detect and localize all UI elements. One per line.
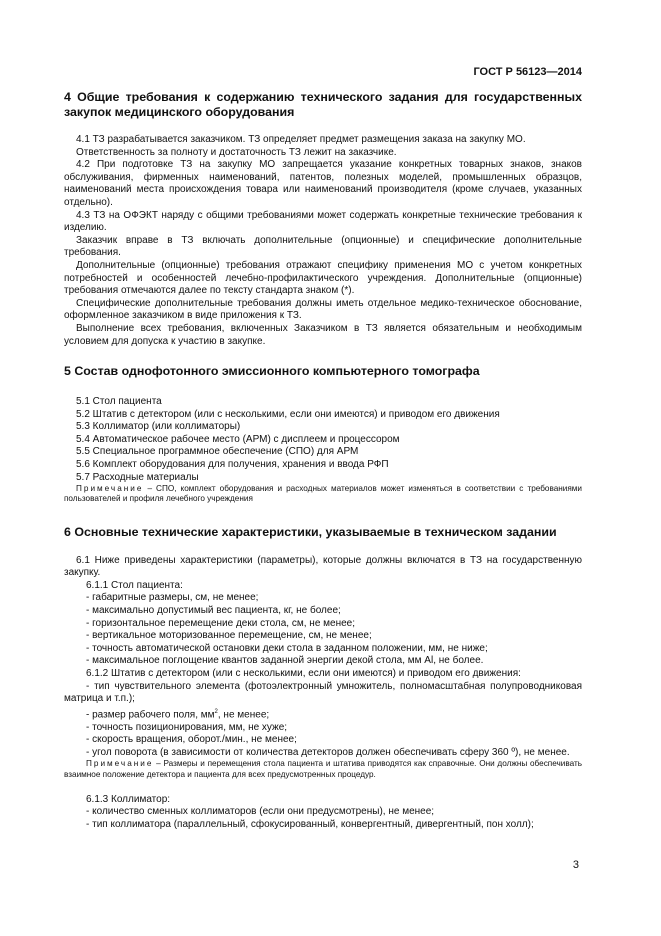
list-item: - тип чувствительного элемента (фотоэлектронный умножитель, полномасштабная полупроводниковая матрица и т.п.);: [64, 680, 582, 705]
page-content: [64, 90, 582, 832]
standard-number: ГОСТ Р 56123—2014: [473, 66, 582, 78]
subsection-heading: 6.1.1 Стол пациента:: [86, 579, 183, 591]
paragraph: 4.1 ТЗ разрабатывается заказчиком. ТЗ определяет предмет размещения заказа на закупку МО.: [76, 134, 526, 145]
list-item: - максимально допустимый вес пациента, кг, не более;: [86, 605, 341, 617]
paragraph: Специфические дополнительные требования должны иметь отдельное медико-техническое обоснование, оформленное заказчиком в виде приложения к ТЗ.: [64, 297, 582, 322]
list-item: - количество сменных коллиматоров (если они предусмотрены), не менее;: [86, 806, 435, 818]
list-item: 5.7 Расходные материалы: [76, 471, 199, 483]
list-item: - угол поворота (в зависимости от количества детекторов должен обеспечивать сферу 360 º), не менее.: [86, 746, 570, 758]
list-item: 5.2 Штатив с детектором (или с несколькими, если они имеются) и приводом его движения: [76, 408, 500, 420]
collimator-section: [64, 794, 582, 832]
list-item: - тип коллиматора (параллельный, сфокусированный, конвергентный, дивергентный, пон холл);: [86, 819, 534, 831]
list-item: 5.3 Коллиматор (или коллиматоры): [76, 421, 241, 433]
paragraph: 4.3 ТЗ на ОФЭКТ наряду с общими требованиями может содержать конкретные технические требования к изделию.: [64, 209, 582, 234]
paragraph: Дополнительные (опционные) требования отражают специфику применения МО с учетом конкретных потребностей и особенностей лечебно-профилактического учреждения. Дополнительные (опционные) требования отмечаются далее по тексту стандарта знаком (*).: [64, 259, 582, 297]
paragraph: 6.1 Ниже приведены характеристики (параметры), которые должны включатся в ТЗ на государственную закупку.: [64, 554, 582, 579]
table-section: [64, 580, 582, 681]
section-4-title: 4 Общие требования к содержанию технического задания для государственных закупок медицинского оборудования: [64, 90, 582, 119]
note-text: – СПО, комплект оборудования и расходных материалов может изменяться в соответствии с требованиями пользователей и профиля лечебного учреждения: [64, 484, 582, 504]
note-label: Примечание: [86, 759, 154, 769]
list-item: - максимальное поглощение квантов заданной энергии декой стола, мм Al, не более.: [86, 655, 484, 667]
list-item: 5.4 Автоматическое рабочее место (АРМ) с дисплеем и процессором: [76, 433, 400, 445]
list-item: 5.6 Комплект оборудования для получения, хранения и ввода РФП: [76, 459, 389, 471]
paragraph: Заказчик вправе в ТЗ включать дополнительные (опционные) и специфические дополнительные требования.: [64, 234, 582, 259]
list-item: - точность позиционирования, мм, не хуже;: [86, 721, 288, 733]
field-size-tail: , не менее;: [217, 709, 270, 721]
list-item: - вертикальное моторизованное перемещение, см, не менее;: [86, 630, 372, 642]
list-item: - горизонтальное перемещение деки стола, см, не менее;: [86, 617, 356, 629]
section-5-title: 5 Состав однофотонного эмиссионного компьютерного томографа: [64, 364, 480, 379]
paragraph: Выполнение всех требования, включенных Заказчиком в ТЗ является обязательным и необходимым условием для допуска к участию в закупке.: [64, 322, 582, 347]
subsection-heading: 6.1.3 Коллиматор:: [86, 793, 171, 805]
page-number: 3: [572, 859, 579, 871]
composition-list: [64, 396, 582, 484]
note: [64, 484, 582, 504]
list-item: [64, 706, 582, 722]
list-item: - габаритные размеры, см, не менее;: [86, 592, 259, 604]
subsection-heading: 6.1.2 Штатив с детектором (или с несколькими, если они имеются) и приводом его движения:: [86, 668, 521, 679]
note-label: Примечание: [76, 484, 144, 494]
gantry-section: [64, 706, 582, 747]
list-item: - точность автоматической остановки деки стола в заданном положении, мм, не ниже;: [86, 642, 488, 654]
paragraph: 4.2 При подготовке ТЗ на закупку МО запрещается указание конкретных товарных знаков, знаков обслуживания, фирменных наименований, патентов, полезных моделей, промышленных образцов, наименований места происхождения товара или наименований производителя (кроме случаев, указанных отдельно).: [64, 159, 582, 208]
paragraph: Ответственность за полноту и достаточность ТЗ лежит на заказчике.: [76, 146, 397, 158]
note: [64, 759, 582, 779]
field-size-text: - размер рабочего поля, мм: [86, 709, 215, 721]
section-6-title: 6 Основные технические характеристики, указываемые в техническом задании: [64, 524, 557, 539]
note-text: – Размеры и перемещения стола пациента и штатива приводятся как справочные. Они должны обеспечивать взаимное положение детектора и пациента для всех предусмотренных процедур.: [64, 759, 582, 779]
list-item: 5.1 Стол пациента: [76, 396, 162, 408]
list-item: - скорость вращения, оборот./мин., не менее;: [86, 734, 297, 746]
superscript: 2: [214, 708, 218, 715]
list-item: 5.5 Специальное программное обеспечение (СПО) для АРМ: [76, 446, 359, 458]
